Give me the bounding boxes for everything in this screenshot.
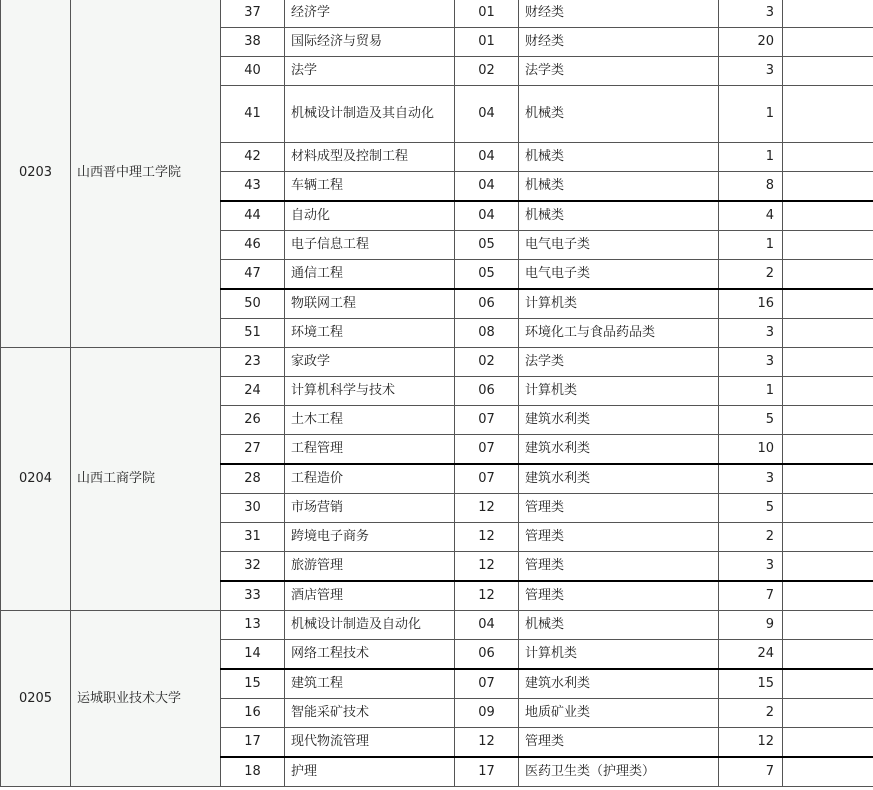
note-cell: [783, 289, 873, 319]
category-code: 04: [455, 172, 519, 202]
major-name: 护理: [285, 757, 455, 787]
major-name: 国际经济与贸易: [285, 28, 455, 57]
major-name: 网络工程技术: [285, 640, 455, 670]
note-cell: [783, 728, 873, 758]
note-cell: [783, 669, 873, 699]
note-cell: [783, 319, 873, 348]
plan-count: 2: [719, 260, 783, 290]
major-name: 法学: [285, 57, 455, 86]
major-name: 家政学: [285, 348, 455, 377]
major-no: 30: [221, 494, 285, 523]
major-name: 通信工程: [285, 260, 455, 290]
major-no: 33: [221, 581, 285, 611]
major-no: 40: [221, 57, 285, 86]
major-no: 18: [221, 757, 285, 787]
plan-count: 10: [719, 435, 783, 465]
note-cell: [783, 494, 873, 523]
plan-count: 7: [719, 581, 783, 611]
category-name: 管理类: [519, 728, 719, 758]
note-cell: [783, 143, 873, 172]
category-name: 电气电子类: [519, 260, 719, 290]
category-name: 建筑水利类: [519, 435, 719, 465]
category-code: 12: [455, 552, 519, 582]
plan-count: 4: [719, 201, 783, 231]
plan-count: 9: [719, 611, 783, 640]
school-name: 山西晋中理工学院: [71, 0, 221, 348]
plan-count: 2: [719, 699, 783, 728]
note-cell: [783, 0, 873, 28]
major-name: 物联网工程: [285, 289, 455, 319]
major-name: 土木工程: [285, 406, 455, 435]
major-name: 旅游管理: [285, 552, 455, 582]
note-cell: [783, 611, 873, 640]
category-name: 机械类: [519, 172, 719, 202]
plan-count: 3: [719, 0, 783, 28]
category-code: 12: [455, 523, 519, 552]
plan-count: 3: [719, 464, 783, 494]
major-name: 材料成型及控制工程: [285, 143, 455, 172]
plan-count: 20: [719, 28, 783, 57]
major-name: 智能采矿技术: [285, 699, 455, 728]
note-cell: [783, 260, 873, 290]
category-name: 财经类: [519, 0, 719, 28]
category-name: 机械类: [519, 201, 719, 231]
category-code: 01: [455, 28, 519, 57]
table-row: [1, 0, 873, 28]
plan-count: 2: [719, 523, 783, 552]
category-code: 04: [455, 86, 519, 143]
category-name: 管理类: [519, 552, 719, 582]
major-no: 41: [221, 86, 285, 143]
category-code: 05: [455, 260, 519, 290]
category-code: 04: [455, 143, 519, 172]
major-no: 23: [221, 348, 285, 377]
major-name: 车辆工程: [285, 172, 455, 202]
category-name: 医药卫生类（护理类）: [519, 757, 719, 787]
major-no: 17: [221, 728, 285, 758]
category-name: 财经类: [519, 28, 719, 57]
major-no: 44: [221, 201, 285, 231]
note-cell: [783, 377, 873, 406]
category-name: 电气电子类: [519, 231, 719, 260]
major-no: 24: [221, 377, 285, 406]
category-code: 07: [455, 406, 519, 435]
category-code: 02: [455, 348, 519, 377]
table-row: [1, 348, 873, 377]
category-name: 地质矿业类: [519, 699, 719, 728]
plan-count: 3: [719, 552, 783, 582]
school-name: 运城职业技术大学: [71, 611, 221, 787]
category-name: 建筑水利类: [519, 669, 719, 699]
school-code: 0205: [1, 611, 71, 787]
note-cell: [783, 201, 873, 231]
major-no: 26: [221, 406, 285, 435]
category-code: 12: [455, 581, 519, 611]
major-no: 42: [221, 143, 285, 172]
school-name: 山西工商学院: [71, 348, 221, 611]
note-cell: [783, 435, 873, 465]
major-name: 计算机科学与技术: [285, 377, 455, 406]
note-cell: [783, 57, 873, 86]
note-cell: [783, 640, 873, 670]
note-cell: [783, 757, 873, 787]
category-code: 04: [455, 201, 519, 231]
category-code: 05: [455, 231, 519, 260]
note-cell: [783, 28, 873, 57]
major-no: 43: [221, 172, 285, 202]
category-code: 12: [455, 728, 519, 758]
note-cell: [783, 406, 873, 435]
category-name: 环境化工与食品药品类: [519, 319, 719, 348]
major-no: 31: [221, 523, 285, 552]
plan-count: 1: [719, 377, 783, 406]
major-name: 跨境电子商务: [285, 523, 455, 552]
major-no: 50: [221, 289, 285, 319]
category-code: 07: [455, 464, 519, 494]
major-no: 15: [221, 669, 285, 699]
category-name: 计算机类: [519, 640, 719, 670]
school-code: 0203: [1, 0, 71, 348]
school-code: 0204: [1, 348, 71, 611]
note-cell: [783, 552, 873, 582]
table-body: [1, 0, 873, 787]
plan-count: 3: [719, 319, 783, 348]
category-code: 07: [455, 435, 519, 465]
category-name: 管理类: [519, 494, 719, 523]
category-code: 17: [455, 757, 519, 787]
major-name: 环境工程: [285, 319, 455, 348]
major-no: 32: [221, 552, 285, 582]
category-name: 机械类: [519, 86, 719, 143]
plan-count: 3: [719, 57, 783, 86]
category-code: 08: [455, 319, 519, 348]
category-code: 02: [455, 57, 519, 86]
note-cell: [783, 348, 873, 377]
plan-count: 3: [719, 348, 783, 377]
major-no: 13: [221, 611, 285, 640]
major-no: 47: [221, 260, 285, 290]
note-cell: [783, 172, 873, 202]
major-name: 机械设计制造及其自动化: [285, 86, 455, 143]
major-name: 建筑工程: [285, 669, 455, 699]
category-code: 06: [455, 640, 519, 670]
major-no: 16: [221, 699, 285, 728]
major-name: 工程造价: [285, 464, 455, 494]
note-cell: [783, 699, 873, 728]
category-code: 06: [455, 377, 519, 406]
major-name: 经济学: [285, 0, 455, 28]
plan-count: 12: [719, 728, 783, 758]
note-cell: [783, 523, 873, 552]
plan-count: 8: [719, 172, 783, 202]
major-name: 自动化: [285, 201, 455, 231]
note-cell: [783, 464, 873, 494]
major-name: 电子信息工程: [285, 231, 455, 260]
major-no: 14: [221, 640, 285, 670]
category-code: 07: [455, 669, 519, 699]
major-name: 工程管理: [285, 435, 455, 465]
category-code: 12: [455, 494, 519, 523]
major-no: 27: [221, 435, 285, 465]
plan-count: 5: [719, 406, 783, 435]
major-name: 现代物流管理: [285, 728, 455, 758]
category-name: 管理类: [519, 523, 719, 552]
major-no: 37: [221, 0, 285, 28]
category-name: 机械类: [519, 143, 719, 172]
category-name: 机械类: [519, 611, 719, 640]
category-name: 计算机类: [519, 289, 719, 319]
category-name: 管理类: [519, 581, 719, 611]
major-name: 市场营销: [285, 494, 455, 523]
major-no: 51: [221, 319, 285, 348]
plan-count: 7: [719, 757, 783, 787]
plan-count: 24: [719, 640, 783, 670]
major-name: 酒店管理: [285, 581, 455, 611]
category-code: 01: [455, 0, 519, 28]
major-no: 38: [221, 28, 285, 57]
plan-count: 16: [719, 289, 783, 319]
category-name: 建筑水利类: [519, 464, 719, 494]
plan-count: 1: [719, 231, 783, 260]
note-cell: [783, 86, 873, 143]
note-cell: [783, 581, 873, 611]
category-name: 法学类: [519, 348, 719, 377]
major-no: 46: [221, 231, 285, 260]
category-name: 计算机类: [519, 377, 719, 406]
category-name: 建筑水利类: [519, 406, 719, 435]
major-no: 28: [221, 464, 285, 494]
category-code: 09: [455, 699, 519, 728]
category-name: 法学类: [519, 57, 719, 86]
note-cell: [783, 231, 873, 260]
plan-count: 1: [719, 143, 783, 172]
category-code: 06: [455, 289, 519, 319]
major-name: 机械设计制造及自动化: [285, 611, 455, 640]
plan-count: 5: [719, 494, 783, 523]
category-code: 04: [455, 611, 519, 640]
plan-count: 1: [719, 86, 783, 143]
table-row: [1, 611, 873, 640]
plan-count: 15: [719, 669, 783, 699]
